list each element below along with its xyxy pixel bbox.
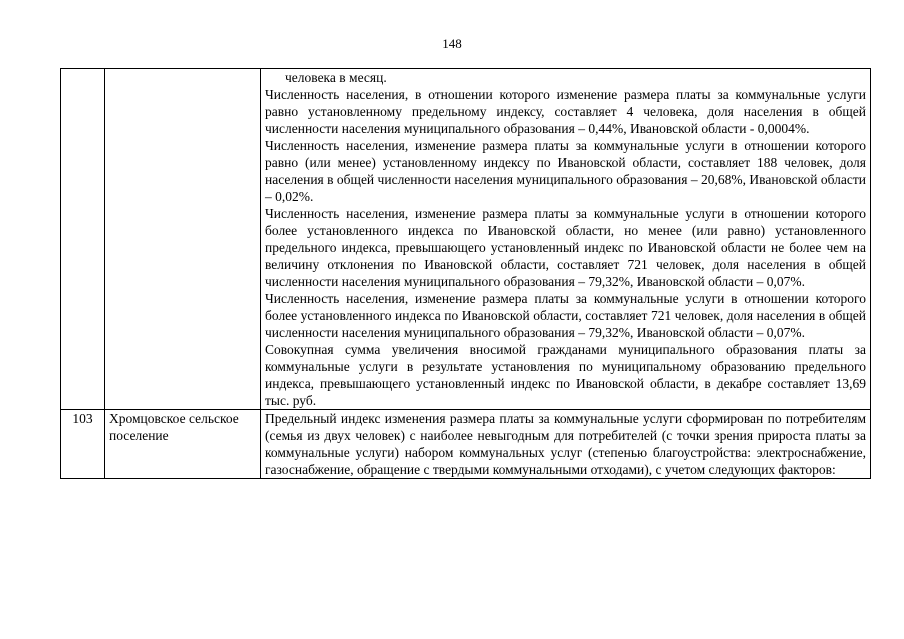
row-number-cell bbox=[61, 69, 105, 410]
row-number-cell: 103 bbox=[61, 410, 105, 479]
municipality-name-cell: Хромцовское сельское поселение bbox=[105, 410, 261, 479]
description-paragraph: Совокупная сумма увеличения вносимой гражданами муниципального образования платы за коммунальные услуги в результате установления по муниципальному образованию предельного индекса, превышающего установленный индекс по Ивановской области, в декабре составляет 13,69 тыс. руб. bbox=[265, 342, 866, 408]
description-paragraph: Численность населения, изменение размера платы за коммунальные услуги в отношении которого равно (или менее) установленному индексу по Ивановской области, составляет 188 человек, доля населения в общей численности населения муниципального образования – 20,68%, Ивановской области – 0,02%. bbox=[265, 138, 866, 204]
table-row bbox=[61, 410, 871, 479]
description-paragraph: Численность населения, изменение размера платы за коммунальные услуги в отношении которого более установленного индекса по Ивановской области, но менее (или равно) установленного предельного индекса, превышающего установленный индекс по Ивановской области не более чем на величину отклонения по Ивановской области, составляет 721 человек, доля населения в общей численности населения муниципального образования – 79,32%, Ивановской области – 0,07%. bbox=[265, 206, 866, 289]
municipal-index-table bbox=[60, 68, 871, 479]
description-cell bbox=[261, 69, 871, 410]
table-row bbox=[61, 69, 871, 410]
description-cell bbox=[261, 410, 871, 479]
description-paragraph: Численность населения, изменение размера платы за коммунальные услуги в отношении которого более установленного индекса по Ивановской области, составляет 721 человек, доля населения в общей численности населения муниципального образования – 79,32%, Ивановской области – 0,07%. bbox=[265, 291, 866, 340]
description-paragraph: Численность населения, в отношении которого изменение размера платы за коммунальные услуги равно установленному предельному индексу, составляет 4 человека, доля населения в общей численности населения муниципального образования – 0,44%, Ивановской области - 0,0004%. bbox=[265, 87, 866, 136]
municipality-name-cell bbox=[105, 69, 261, 410]
description-paragraph: Предельный индекс изменения размера платы за коммунальные услуги сформирован по потребителям (семья из двух человек) с наиболее невыгодным для потребителей (с точки зрения прироста платы за коммунальные услуги) набором коммунальных услуг (степенью благоустройства: электроснабжение, газоснабжение, обращение с твердыми коммунальными отходами), с учетом следующих факторов: bbox=[265, 411, 866, 477]
description-paragraph: человека в месяц. bbox=[285, 70, 387, 85]
page-number: 148 bbox=[442, 36, 462, 51]
